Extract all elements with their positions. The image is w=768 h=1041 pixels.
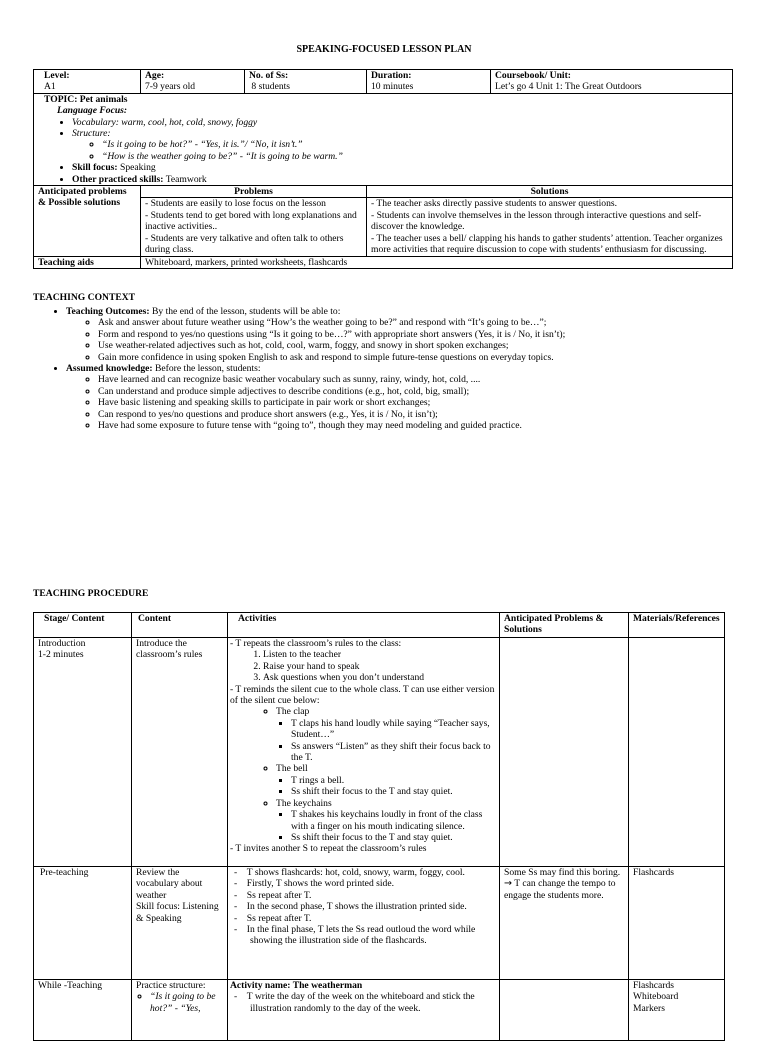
outcomes-intro: By the end of the lesson, students will be able to: [149,306,341,317]
col-header-content: Content [138,613,172,624]
content-introduction: Introduce the classroom’s rules [132,638,228,867]
outcomes-label: Teaching Outcomes: [66,306,150,317]
duration-value: 10 minutes [371,81,414,93]
silent-cue-item [276,763,495,797]
outcome-item: ◦ Form and respond to yes/no questions using “Is it going to be…?” with appropriate short answers (Yes, it is / No, it isn’t); [98,329,730,340]
activity-line: - T reminds the silent cue to the whole class. T can use either version of the silent cue below: [230,683,495,707]
assumed-knowledge-item: ◦ Have had some exposure to future tense with “going to”, though they may need modeling and guided practice. [98,420,730,431]
problem-item: - Students tend to get bored with long explanations and inactive activities.. [145,209,357,233]
teaching-aids-value: Whiteboard, markers, printed worksheets, flashcards [145,256,348,268]
col-header-activities: Activities [238,613,277,624]
procedure-header-row [34,613,725,638]
pre-teaching-step-text: In the final phase, T lets the Ss read outloud the word while showing the illustration side of the flashcards. [246,924,476,947]
level-label: Level: [44,70,70,81]
stage-while-teaching: While -Teaching [34,980,132,1041]
topic-row [34,93,733,185]
pre-teaching-step: - Ss repeat after T. [234,889,312,901]
teaching-context-heading: TEACHING CONTEXT [33,292,136,303]
pre-teaching-step-text: Firstly, T shows the word printed side. [246,878,394,890]
col-header-problems: Anticipated Problems & Solutions [504,613,604,636]
silent-cue-item [276,706,495,763]
outcome-item: ◦ Gain more confidence in using spoken English to ask and respond to simple future-tense questions on everyday topics. [98,352,730,363]
structure-label: Structure: [72,128,111,140]
assumed-knowledge-item: ◦ Can understand and produce simple adjectives to describe conditions (e.g., hot, cold, big, small); [98,386,730,397]
other-skills-label: Other practiced skills: [72,173,164,185]
pre-teaching-step: - T shows flashcards: hot, cold, snowy, warm, foggy, cool. [234,867,465,878]
structure-example: ◦ “How is the weather going to be?” - “It is going to be warm.” [102,151,728,162]
pre-teaching-step: - Ss repeat after T. [234,912,312,924]
problems-header: Problems [234,186,273,198]
pre-teaching-solution-text: T can change the tempo to engage the students more. [504,878,616,901]
cue-step: ▪ T shakes his keychains loudly in front of the class with a finger on his mouth indicating silence. [291,809,495,832]
assumed-knowledge-item: ◦ Can respond to yes/no questions and produce short answers (e.g., Yes, it is / No, it isn’t); [98,409,730,420]
content-pre-teaching: Review the vocabulary about weather Skill focus: Listening & Speaking [132,867,228,980]
pre-teaching-materials: Flashcards [629,867,725,980]
assumed-item [66,363,730,431]
problem-item: - Students are very talkative and often talk to others during class. [145,232,344,256]
col-header-stage: Stage/ Content [44,613,105,624]
pre-teaching-step-text: Ss repeat after T. [246,912,312,924]
teaching-context [50,306,730,431]
age-value: 7-9 years old [145,81,196,93]
activity-line: - T repeats the classroom’s rules to the class: [230,638,402,649]
stage-pre-teaching: Pre-teaching [34,867,132,980]
outcome-item: ◦ Use weather-related adjectives such as hot, cold, cool, warm, foggy, and snowy in short spoken exchanges; [98,340,730,351]
skill-focus-label: Skill focus: [72,162,118,174]
teaching-procedure-heading: TEACHING PROCEDURE [33,588,149,599]
cue-step: ▪ T rings a bell. [291,775,495,786]
cue-step: ▪ Ss shift their focus to the T and stay quiet. [291,832,495,843]
rule-item: 3. Ask questions when you don’t understand [263,672,495,683]
material-item: Whiteboard [633,991,679,1003]
solution-item: - The teacher asks directly passive students to answer questions. [371,198,617,210]
cue-step: ▪ Ss shift their focus to the T and stay quiet. [291,786,495,797]
procedure-table [33,612,725,1041]
col-header-materials: Materials/References [633,613,720,624]
page-title: SPEAKING-FOCUSED LESSON PLAN [296,44,472,55]
cue-name: The keychains [276,797,332,809]
info-row [34,70,733,94]
stage-introduction: Introduction 1-2 minutes [34,638,132,867]
duration-label: Duration: [371,70,412,81]
students-label: No. of Ss: [249,70,289,81]
pre-teaching-step: - In the second phase, T shows the illustration printed side. [234,901,467,913]
activity-line: - T invites another S to repeat the classroom’s rules [230,843,427,855]
solutions-header: Solutions [530,186,569,198]
while-teaching-row [34,980,725,1041]
age-label: Age: [145,70,165,81]
structure-item [72,128,728,162]
lesson-info-table [33,69,733,269]
teaching-aids-row [34,256,733,268]
cue-step: ▪ T claps his hand loudly while saying “Teacher says, Student…” [291,718,495,741]
problem-item: - Students are easily to lose focus on the lesson [145,198,326,210]
rule-item: 1. Listen to the teacher [263,649,495,660]
while-content-item: ◦ “Is it going to be hot?” - “Yes, [150,991,223,1014]
pre-teaching-step-text: In the second phase, T shows the illustration printed side. [246,901,467,913]
material-item: Flashcards [633,980,675,991]
other-skills-item [72,174,728,185]
pre-teaching-problem: Some Ss may find this boring. [504,867,621,878]
cue-name: The bell [276,763,308,775]
assumed-knowledge-item: ◦ Have basic listening and speaking skills to participate in pair work or short exchanges; [98,397,730,408]
solution-item: - The teacher uses a bell/ clapping his hands to gather students’ attention. Teacher organizes more activities that require discussion to cope with students’ enthusiasm for discussing. [371,232,723,256]
while-content-label: Practice structure: [136,980,206,991]
cue-step: ▪ Ss answers “Listen” as they shift their focus back to the T. [291,741,495,764]
vocabulary-item: • Vocabulary: warm, cool, hot, cold, snowy, foggy [72,117,728,128]
rule-item: 2. Raise your hand to speak [263,661,495,672]
structure-example: ◦ “Is it going to be hot?” - “Yes, it is.”/ “No, it isn’t.” [102,139,728,150]
teaching-aids-label: Teaching aids [38,256,94,268]
assumed-label: Assumed knowledge: [66,363,153,375]
material-item: Markers [633,1002,665,1014]
arrow-right-icon: → [504,878,513,890]
anticipated-header-row [34,186,733,198]
pre-teaching-step: - In the final phase, T lets the Ss read outloud the word while showing the illustration side of the flashcards. [234,924,476,947]
cue-name: The clap [276,706,310,718]
assumed-intro: Before the lesson, students: [152,363,261,375]
pre-teaching-step-text: Ss repeat after T. [246,889,312,901]
coursebook-value: Let’s go 4 Unit 1: The Great Outdoors [495,81,642,93]
anticipated-label: Anticipated problems & Possible solutions [38,186,127,209]
introduction-row [34,638,725,867]
pre-teaching-row [34,867,725,980]
pre-teaching-step: - Firstly, T shows the word printed side. [234,878,394,890]
students-value: 8 students [249,81,291,93]
pre-teaching-step-text: T shows flashcards: hot, cold, snowy, warm, foggy, cool. [246,867,465,878]
skill-focus-value: Speaking [117,162,156,174]
while-step: - T write the day of the week on the whiteboard and stick the illustration randomly to the day of the week. [234,991,475,1014]
solution-item: - Students can involve themselves in the lesson through interactive questions and self-discover the knowledge. [371,209,702,233]
silent-cue-item [276,798,495,844]
assumed-knowledge-item: ◦ Have learned and can recognize basic weather vocabulary such as sunny, rainy, windy, hot, cold, .... [98,374,730,385]
topic-title: TOPIC: Pet animals [44,93,128,105]
outcomes-item [66,306,730,363]
other-skills-value: Teamwork [163,173,207,185]
language-focus-label: Language Focus: [57,105,128,117]
level-value: A1 [44,81,56,93]
outcome-item: ◦ Ask and answer about future weather using “How’s the weather going to be?” and respond with “It’s going to be…”; [98,317,730,328]
pre-teaching-solution [504,878,624,901]
while-step-text: T write the day of the week on the whiteboard and stick the illustration randomly to the day of the week. [246,991,475,1014]
skill-focus-item [72,162,728,173]
coursebook-label: Coursebook/ Unit: [495,70,571,81]
activity-name: Activity name: The weatherman [230,980,363,991]
